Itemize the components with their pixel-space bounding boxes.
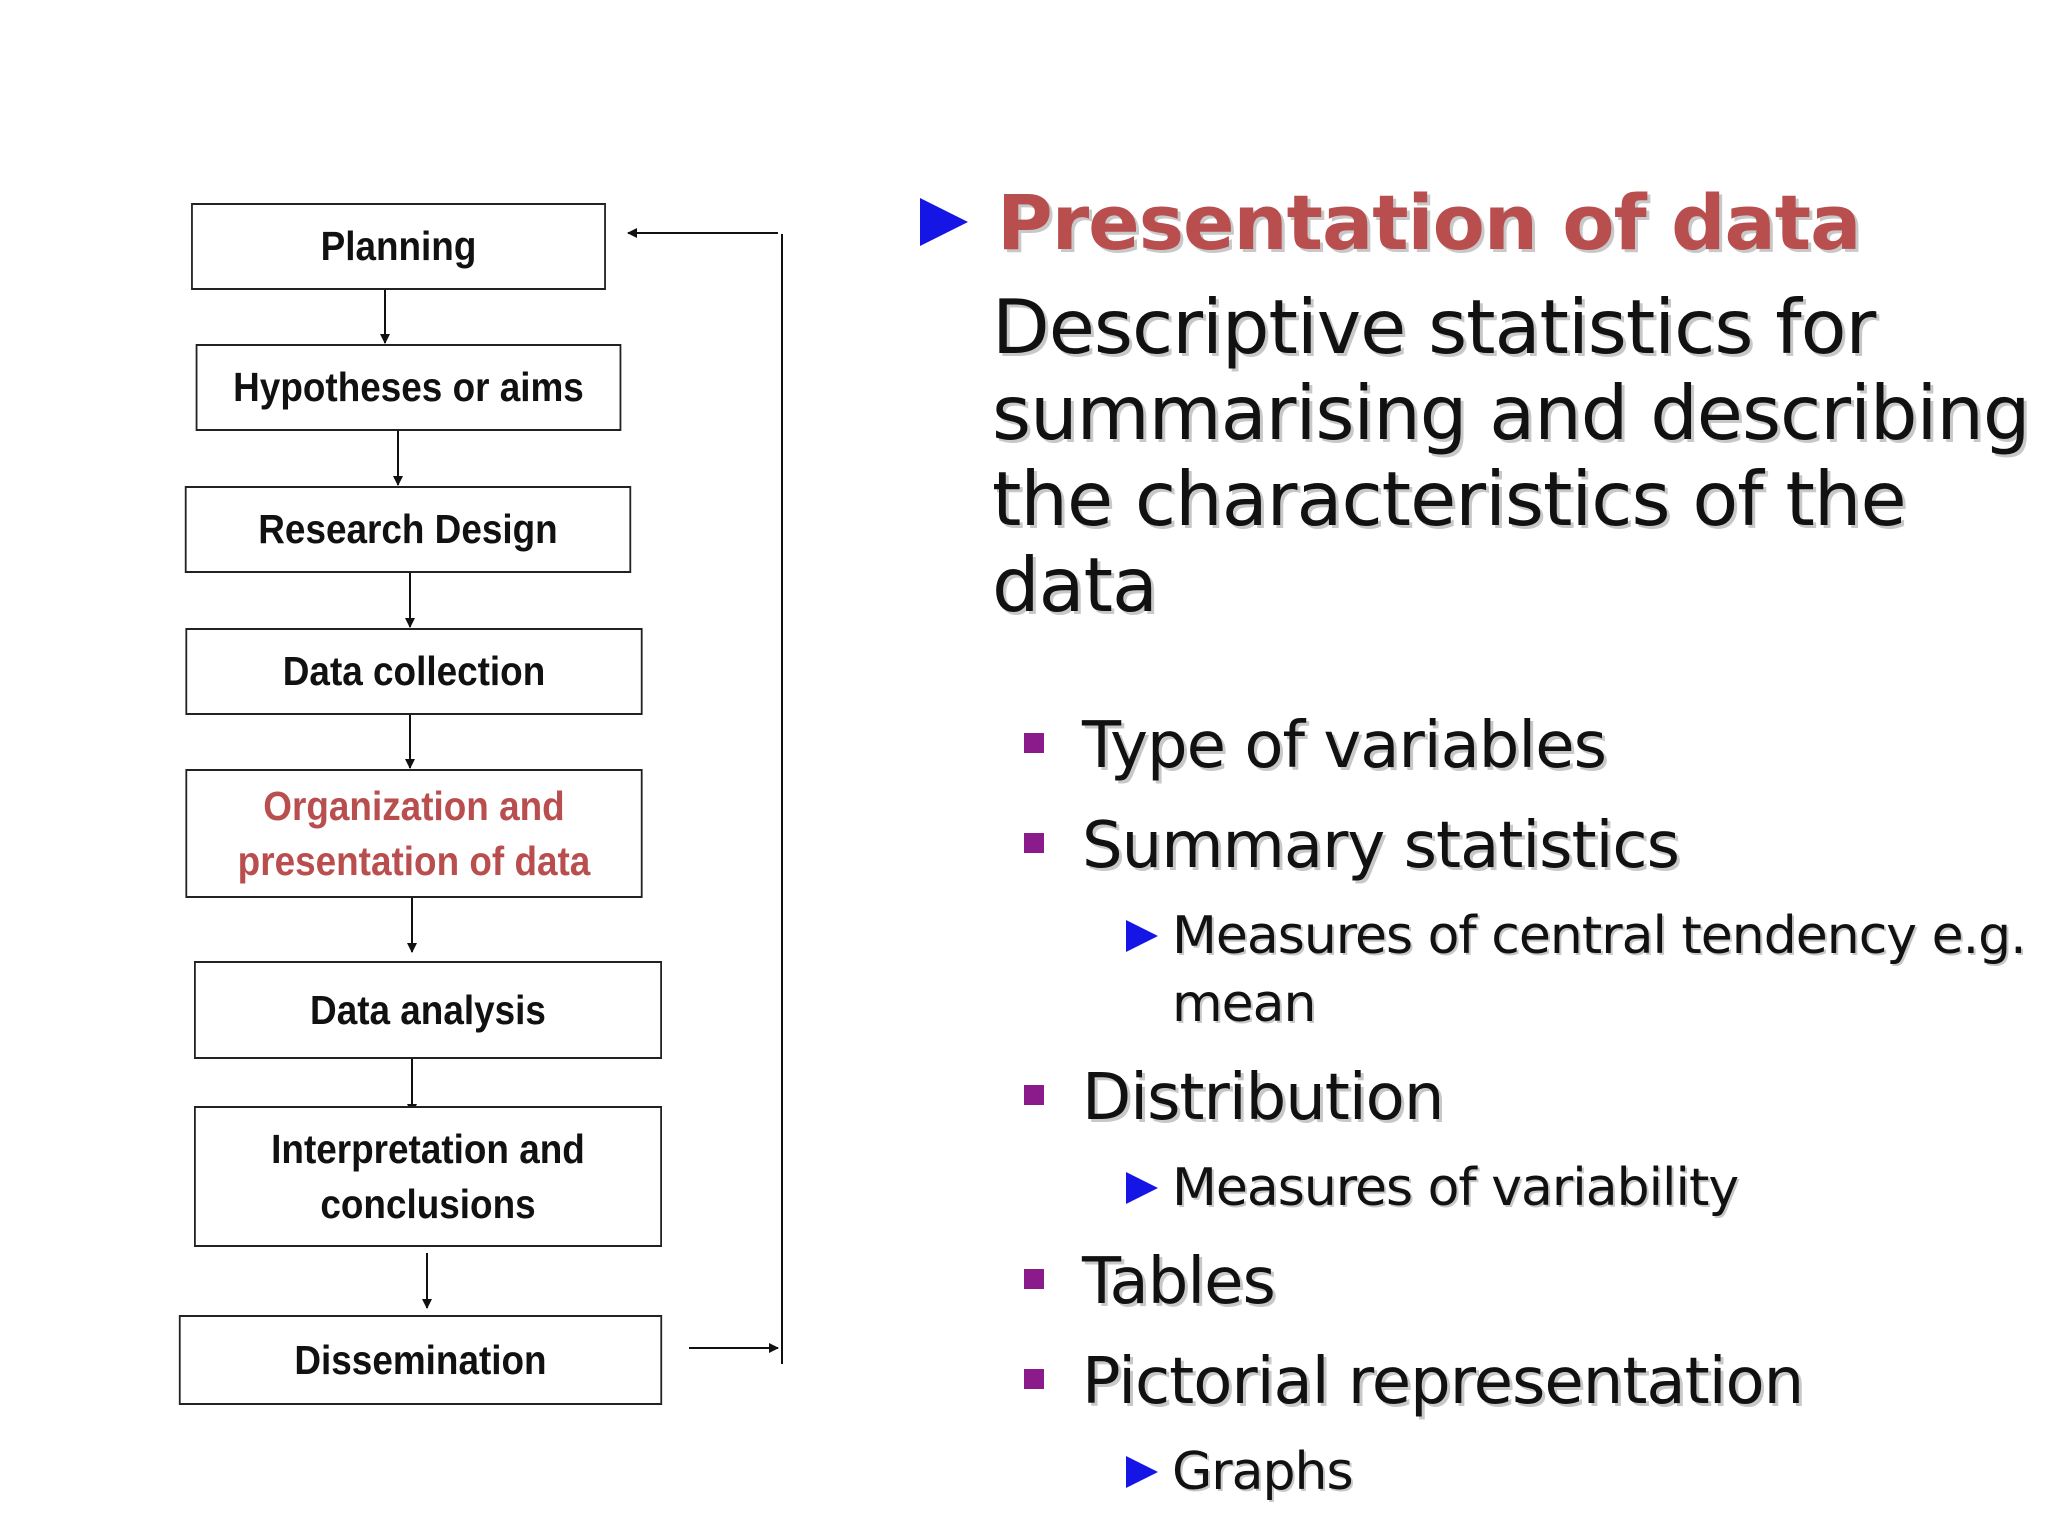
square-bullet-icon <box>1024 833 1044 853</box>
bullet-item <box>1022 806 2032 1038</box>
square-bullet-icon <box>1024 1085 1044 1105</box>
bullet-text: Summary statistics <box>1082 809 1679 883</box>
bullet-text: Pictorial representation <box>1082 1345 1804 1419</box>
sub-bullet-text: Measures of central tendency e.g. mean <box>1172 906 2026 1034</box>
bullet-item <box>1022 1242 2032 1322</box>
square-bullet-icon <box>1024 1369 1044 1389</box>
bullet-item <box>1022 1058 2032 1222</box>
step-research-design: Research Design <box>185 486 631 573</box>
step-data-collection: Data collection <box>185 628 642 715</box>
step-data-analysis: Data analysis <box>194 961 662 1059</box>
description: Descriptive statistics for summarising and describing the characteristics of the data <box>992 283 2030 629</box>
title-block <box>920 178 2030 288</box>
step-interpretation: Interpretation and conclusions <box>194 1106 662 1247</box>
slide-title: Presentation of data <box>997 178 1861 267</box>
sub-bullet-text: Graphs <box>1172 1442 1353 1502</box>
square-bullet-icon <box>1024 733 1044 753</box>
blue-triangle-bullet-icon <box>920 198 968 246</box>
step-dissemination: Dissemination <box>179 1315 662 1405</box>
step-organization-presentation: Organization and presentation of data <box>185 769 642 898</box>
step-hypotheses: Hypotheses or aims <box>196 344 622 431</box>
bullet-text: Distribution <box>1082 1061 1444 1135</box>
blue-triangle-bullet-icon <box>1126 920 1158 952</box>
blue-triangle-bullet-icon <box>1126 1172 1158 1204</box>
bullet-text: Type of variables <box>1082 709 1606 783</box>
step-planning: Planning <box>191 203 606 290</box>
bullet-text: Tables <box>1082 1245 1275 1319</box>
bullet-item <box>1022 706 2032 786</box>
bullet-item <box>1022 1342 2032 1506</box>
bullet-list <box>1022 706 2032 1506</box>
sub-bullet-text: Measures of variability <box>1172 1158 1739 1218</box>
square-bullet-icon <box>1024 1269 1044 1289</box>
blue-triangle-bullet-icon <box>1126 1456 1158 1488</box>
